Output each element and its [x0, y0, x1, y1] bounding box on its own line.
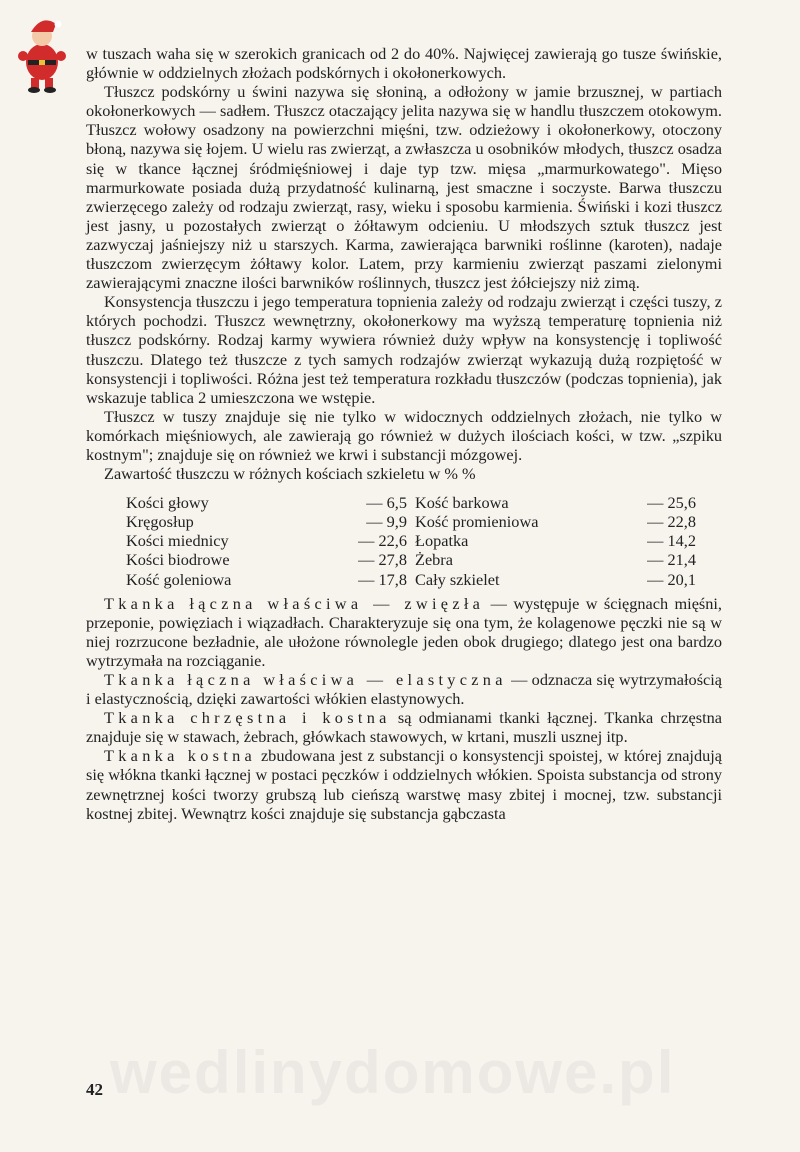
tissue-paragraph — [86, 708, 722, 746]
tissue-term: Tkanka kostna — [104, 746, 257, 766]
paragraph: w tuszach waha się w szerokich granicach od 2 do 40%. Najwięcej zawierają go tusze świńskie, głównie w oddzielnych złożach podskórnych i okołonerkowych. — [86, 44, 722, 83]
fat-value: — 20,1 — [647, 569, 696, 589]
tissue-term: Tkanka chrzęstna i kostna — [104, 708, 391, 728]
bone-name: Kości miednicy — [126, 531, 229, 551]
bone-fat-column-right — [415, 493, 696, 588]
table-row — [126, 531, 407, 550]
fat-value: — 14,2 — [647, 531, 696, 551]
fat-value: — 22,6 — [358, 531, 407, 551]
bone-name: Kości biodrowe — [126, 550, 230, 570]
watermark: wedlinydomowe.pl — [110, 1039, 676, 1106]
table-row — [126, 512, 407, 531]
fat-value: — 21,4 — [647, 550, 696, 570]
tissue-description: są odmianami tkanki łącznej. Tkanka chrzęstna znajduje się w stawach, żebrach, główkach stawowych, w krtani, muszli usznej itp. — [86, 708, 722, 747]
bone-name: Żebra — [415, 550, 453, 570]
bone-fat-table — [126, 493, 696, 588]
santa-claus-icon — [14, 14, 70, 94]
page-body — [86, 44, 722, 823]
paragraph: Konsystencja tłuszczu i jego temperatura topnienia zależy od rodzaju zwierząt i części tuszy, z których pochodzi. Tłuszcz wewnętrzny, okołonerkowy ma wyższą temperaturę topnienia niż tłuszcz podskórny. Rodzaj karmy wywiera również duży wpływ na konsystencję i topliwość tłuszczu. Dlatego też tłuszcze z tych samych rodzajów zwierząt wykazują dużą rozpiętość w konsystencji i topliwości. Różna jest też temperatura rozkładu tłuszczów (podczas topnienia), jak wskazuje tablica 2 umieszczona we wstępie. — [86, 292, 722, 407]
bone-name: Cały szkielet — [415, 569, 500, 589]
tissue-description: — odznacza się wytrzymałością i elastycznością, dzięki zawartości włókien elastynowych. — [86, 670, 723, 709]
tissue-paragraph — [86, 746, 722, 822]
tissue-description: zbudowana jest z substancji o konsystencji spoistej, w której znajdują się włókna tkanki łącznej w postaci pęczków i oddzielnych włókien. Spoista substancja od strony zewnętrznej kości tworzy grubszą lub cieńszą warstwę masy zbitej i mocnej, tzw. substancji kostnej zbitej. Wewnątrz kości znajduje się substancja gąbczasta — [86, 746, 722, 823]
fat-value: — 17,8 — [358, 569, 407, 589]
table-row — [415, 512, 696, 531]
bone-name: Kości głowy — [126, 493, 209, 513]
bone-fat-column-left — [126, 493, 407, 588]
fat-value: — 27,8 — [358, 550, 407, 570]
tissue-term: Tkanka łączna właściwa — elastyczna — [104, 670, 507, 689]
page-number: 42 — [86, 1080, 103, 1099]
table-row — [126, 493, 407, 512]
bone-name: Kość barkowa — [415, 493, 509, 513]
bone-name: Kręgosłup — [126, 512, 194, 532]
paragraph: Tłuszcz podskórny u świni nazywa się słoniną, a odłożony w jamie brzusznej, w partiach okołonerkowych — sadłem. Tłuszcz otaczający jelita nazywa się w handlu tłuszczem otokowym. Tłuszcz wołowy osadzony na powierzchni mięśni, tzw. odzieżowy i okołonerkowy, otoczony błoną, nazywa się łojem. U wielu ras zwierząt, a zwłaszcza u osobników młodych, tłuszcz osadza się w tkance łącznej śródmięśniowej i daje typ tzw. mięsa „marmurkowatego". Mięso marmurkowate posiada dużą przydatność kulinarną, jest smaczne i soczyste. Barwa tłuszczu zwierzęcego zależy od rodzaju zwierząt, rasy, wieku i sposobu karmienia. Świński i kozi tłuszcz jest jasny, u pozostałych zwierząt o żółtawym odcieniu. U młodszych sztuk tłuszcz jest zazwyczaj jaśniejszy niż u starszych. Karma, zawierająca barwniki roślinne (karoten), nadaje tłuszczom zwierzęcym żółtawy kolor. Latem, przy karmieniu zwierząt paszami zielonymi zawierającymi znaczne ilości barwników roślinnych, tłuszcz jest żółciejszy niż zimą. — [86, 82, 722, 293]
tissue-description: — występuje w ścięgnach mięśni, przeponie, powięziach i wiązadłach. Charakteryzuje się ona tym, że kolagenowe pęczki nie są w niej rozrzucone bezładnie, ale ułożone równolegle jeden obok drugiego; dlatego jest ona bardzo wytrzymała na rozciąganie. — [86, 593, 723, 670]
table-row — [415, 493, 696, 512]
bone-name: Kość goleniowa — [126, 569, 232, 589]
table-row — [415, 550, 696, 569]
table-row — [126, 570, 407, 589]
bone-name: Łopatka — [415, 531, 469, 551]
fat-value: — 6,5 — [366, 493, 407, 513]
fat-value: — 9,9 — [366, 512, 407, 532]
bone-name: Kość promieniowa — [415, 512, 539, 532]
fat-value: — 25,6 — [647, 493, 696, 513]
table-row — [126, 550, 407, 569]
tissue-term: Tkanka łączna właściwa — zwięzła — [104, 593, 485, 613]
paragraph: Tłuszcz w tuszy znajduje się nie tylko w widocznych oddzielnych złożach, nie tylko w komórkach mięśniowych, ale zawierają go również w dużych ilościach kości, w tzw. „szpiku kostnym"; znajduje się on również we krwi i substancji mózgowej. — [86, 406, 722, 464]
tissue-paragraph — [86, 670, 722, 708]
fat-value: — 22,8 — [647, 512, 696, 532]
tissue-paragraph — [86, 594, 722, 670]
table-caption: Zawartość tłuszczu w różnych kościach szkieletu w % % — [104, 464, 476, 484]
table-row — [415, 531, 696, 550]
table-row — [415, 570, 696, 589]
